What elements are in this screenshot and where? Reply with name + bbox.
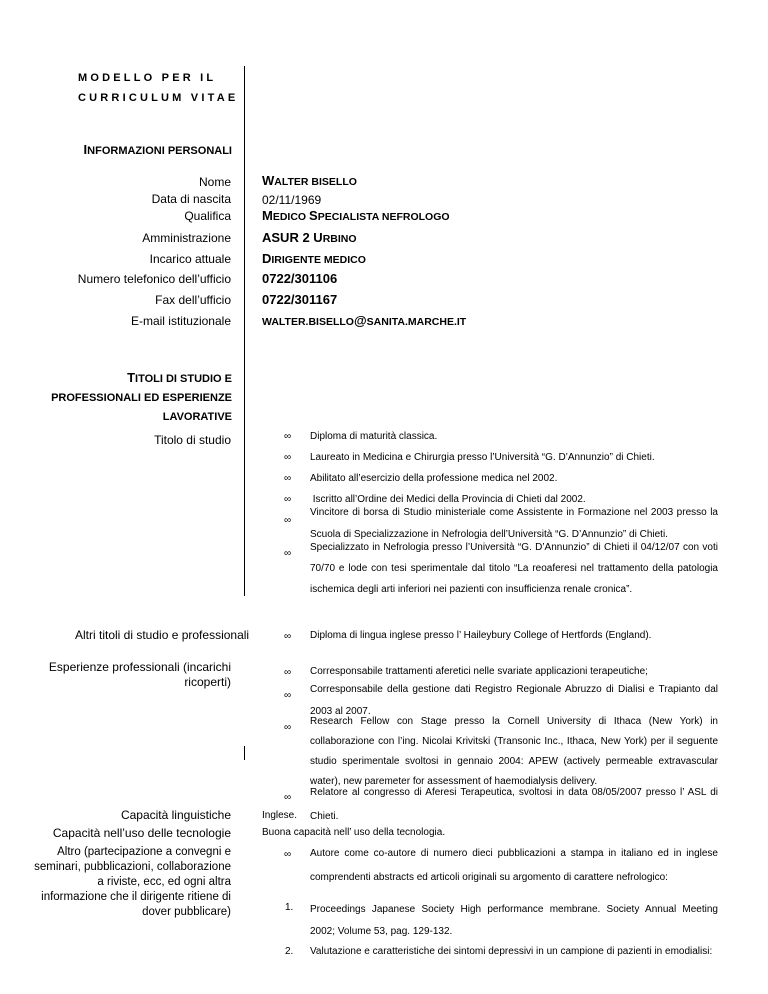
list-item: Corresponsabile della gestione dati Registro Regionale Abruzzo di Dialisi e Trapianto dal 2003 al 2007. — [310, 684, 718, 717]
label-email: E-mail istituzionale — [130, 314, 231, 328]
bullet-icon: ∞ — [284, 515, 292, 526]
value-capacita-tecnologie: Buona capacità nell’ uso della tecnologia. — [262, 827, 446, 838]
list-number: 1. — [285, 902, 294, 913]
list-item: Iscritto all’Ordine dei Medici della Provincia di Chieti dal 2002. — [310, 494, 586, 505]
label-fax: Fax dell’ufficio — [155, 293, 231, 307]
label-altri-titoli: Altri titoli di studio e professionali — [75, 628, 250, 642]
list-item: Abilitato all’esercizio della professione medica nel 2002. — [310, 473, 558, 484]
label-capacita-tecnologie: Capacità nell’uso delle tecnologie — [52, 826, 231, 840]
list-item: Diploma di maturità classica. — [310, 431, 438, 442]
bullet-icon: ∞ — [284, 667, 292, 678]
value-nome: WALTER BISELLO — [262, 173, 357, 188]
value-amministrazione: ASUR 2 URBINO — [262, 230, 357, 245]
section-titoli-heading: TITOLI DI STUDIO E PROFESSIONALI ED ESPERIENZE LAVORATIVE — [51, 370, 232, 423]
bullet-icon: ∞ — [284, 631, 292, 642]
value-capacita-linguistiche: Inglese. — [262, 810, 298, 821]
divider-bottom — [244, 746, 245, 760]
title-line-1: MODELLO PER IL — [78, 72, 217, 84]
bullet-icon: ∞ — [284, 849, 292, 860]
bullet-icon: ∞ — [284, 548, 292, 559]
bullet-icon: ∞ — [284, 431, 292, 442]
label-capacita-linguistiche: Capacità linguistiche — [120, 808, 231, 822]
label-altro: Altro (partecipazione a convegni e seminari, pubblicazioni, collaborazione a riviste, ecc, ed ogni altra informazione che il dirigente ritiene di dover pubblicare) — [34, 846, 231, 918]
label-telefono: Numero telefonico dell’ufficio — [77, 272, 231, 286]
bullet-icon: ∞ — [284, 722, 292, 733]
value-qualifica: MEDICO SPECIALISTA NEFROLOGO — [262, 208, 450, 223]
section-personal-heading: INFORMAZIONI PERSONALI — [83, 142, 232, 157]
value-telefono: 0722/301106 — [262, 271, 338, 286]
title-line-2: CURRICULUM VITAE — [78, 92, 239, 104]
list-item: Corresponsabile trattamenti aferetici nelle svariate applicazioni terapeutiche; — [310, 666, 648, 677]
list-item: Valutazione e caratteristiche dei sintomi depressivi in un campione di pazienti in emodialisi: — [310, 946, 713, 957]
document-title — [78, 68, 238, 108]
list-item: Laureato in Medicina e Chirurgia presso l’Università “G. D’Annunzio” di Chieti. — [310, 452, 655, 463]
label-titolo-studio: Titolo di studio — [154, 433, 231, 447]
list-item: Proceedings Japanese Society High performance membrane. Society Annual Meeting 2002; Volume 53, pag. 129-132. — [310, 904, 718, 937]
label-amministrazione: Amministrazione — [142, 231, 231, 245]
list-number: 2. — [285, 946, 294, 957]
value-email: WALTER.BISELLO@SANITA.MARCHE.IT — [262, 313, 467, 328]
bullet-icon: ∞ — [284, 792, 292, 803]
list-item: Specializzato in Nefrologia presso l’Università “G. D’Annunzio” di Chieti il 04/12/07 con voti 70/70 e lode con tesi sperimentale dal titolo “La reoaferesi nel trattamento della patologia ischemica degli arti inferiori nei pazienti con insufficienza renale cronica”. — [310, 542, 718, 595]
label-data-nascita: Data di nascita — [151, 192, 231, 206]
bullet-icon: ∞ — [284, 494, 292, 505]
label-incarico: Incarico attuale — [149, 252, 231, 266]
bullet-icon: ∞ — [284, 473, 292, 484]
bullet-icon: ∞ — [284, 452, 292, 463]
value-data-nascita: 02/11/1969 — [262, 193, 322, 207]
value-incarico: DIRIGENTE MEDICO — [262, 251, 366, 266]
label-qualifica: Qualifica — [184, 209, 231, 223]
list-item: Diploma di lingua inglese presso l’ Haileybury College of Hertfords (England). — [310, 630, 652, 641]
list-item: Vincitore di borsa di Studio ministeriale come Assistente in Formazione nel 2003 presso la Scuola di Specializzazione in Nefrologia dell’Università “G. D’Annunzio” di Chieti. — [310, 507, 718, 540]
list-item: Research Fellow con Stage presso la Cornell University di Ithaca (New York) in collaborazione con l’ing. Nicolai Krivitski (Transonic Inc., Ithaca, New York) per il seguente studio sperimentale svoltosi in gennaio 2004: APEW (actively permeable extravascular water), new paremeter for assessment of haemodialysis delivery. — [310, 716, 718, 787]
list-item: Autore come co-autore di numero dieci pubblicazioni a stampa in italiano ed in inglese comprendenti abstracts ed articoli originali su argomento di carattere nefrologico: — [310, 848, 718, 883]
label-esperienze: Esperienze professionali (incarichi ricoperti) — [48, 660, 231, 689]
label-nome: Nome — [198, 175, 231, 189]
value-fax: 0722/301167 — [262, 292, 338, 307]
divider-top — [244, 66, 245, 596]
list-item: Relatore al congresso di Aferesi Terapeutica, svoltosi in data 08/05/2007 presso l’ ASL di Chieti. — [310, 787, 718, 822]
bullet-icon: ∞ — [284, 690, 292, 701]
